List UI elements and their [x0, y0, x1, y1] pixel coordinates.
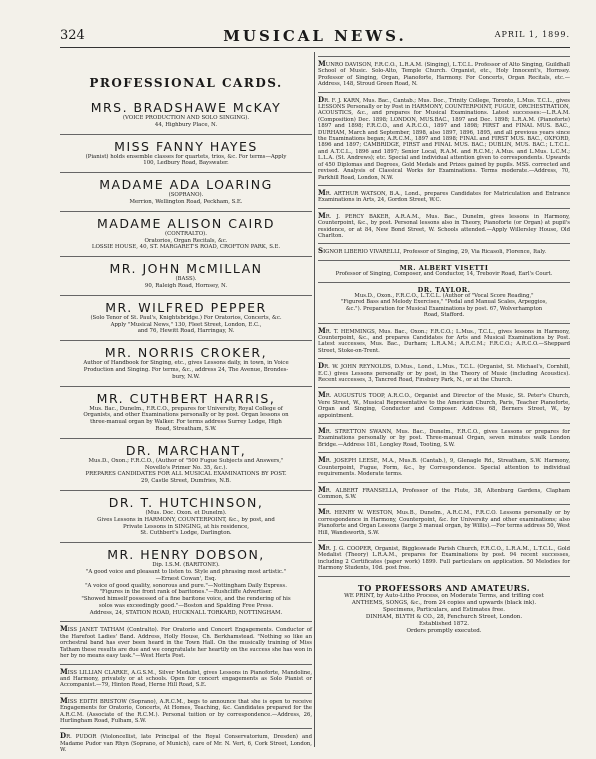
- professional-card: [60, 391, 312, 433]
- notice-paragraph: [318, 325, 570, 355]
- divider: [60, 728, 312, 729]
- divider: [60, 542, 312, 543]
- card-name: MADAME ALISON CAIRD: [96, 215, 276, 231]
- notice-paragraph: [318, 484, 570, 501]
- centered-notice-line: Professor of Singing, Composer, and Conductor, 14, Trebovir Road, Earl's Court.: [335, 271, 553, 278]
- card-line: Road, Streatham, S.W.: [155, 425, 217, 432]
- divider: [60, 693, 312, 694]
- notice-paragraph: [318, 61, 570, 88]
- advert-tail-line: Orders promptly executed.: [406, 627, 482, 634]
- card-line: solos was exceedingly good."—Boston and Spalding Free Press.: [98, 602, 274, 609]
- notice-initial: M: [318, 484, 326, 494]
- card-line: PREPARES CANDIDATES FOR ALL MUSICAL EXAMINATIONS BY POST.: [85, 471, 287, 478]
- divider: [60, 211, 312, 212]
- divider: [318, 260, 570, 261]
- divider: [318, 243, 570, 244]
- notice-text: R. J. PERCY BAKER, A.R.A.M., Mus. Bac., Dunelm, gives lessons in Harmony, Counterpoint, &c., by post. Personal lessons also in Theory, Pianoforte (or Organ) at pupil's residence, or at 84, New Bond Street, W. Schools attended.—Apply Willersley House, Old Charlton.: [318, 213, 570, 239]
- professional-card: [60, 216, 312, 251]
- notice-text: R. F. J. KARN, Mus. Bac., Cantab.; Mus. Doc., Trinity College, Toronto, L.Mus. T.C.L., gives LESSONS Personally or by Post in HARMONY, COUNTERPOINT, FUGUE, ORCHESTRATION, ACOUSTICS, &c., and prepares for Musical Examinations. Latest successes:—L.R.A.M. (Composition) Dec. 1898; LONDON, MUS.BAC., 1897 and Dec. 1898; L.R.A.M. (Pianoforte) 1897 and 1898; F.R.C.O., and A.R.C.O., 1897 and 1898; FIRST and FINAL MUS. BAC., DURHAM, March and September, 1898, also 1897, 1896, 1895, and all previous years since the Examinations began; A.R.C.M., 1897 and 1898; FINAL and FIRST MUS. BAC., OXFORD, 1896 and 1897; CAMBRIDGE, FIRST and FINAL MUS. BAC.; DUBLIN, MUS. BAC.; L.T.C.L. and A.T.C.L., 1896 and 1897; Senior Local, R.A.M. and R.C.M.; A.Mus. and L.Mus. L.C.M.; L.L.A. (St. Andrews); etc. Special and individual attention given to correspondents. Upwards of 450 Diplomas and Degrees, Gold Medals and Prizes gained by pupils. MSS. corrected and revised. Analysis of Classical Works for Examinations. Terms moderate.—Address, 70, Parkhill Road, London, N.W.: [318, 97, 570, 181]
- professional-card: [60, 177, 312, 206]
- centered-notice-head: MR. ALBERT VISETTI: [399, 263, 489, 272]
- right-column: [318, 52, 570, 747]
- notice-initial: M: [318, 59, 326, 68]
- card-line: (SOPRANO).: [168, 192, 204, 199]
- professional-card: [60, 345, 312, 380]
- card-line: (Pianist) holds ensemble classes for quartets, trios, &c. For terms—Apply: [85, 153, 287, 160]
- right-notices-list-a: [318, 56, 570, 256]
- card-line: (Solo Tenor of St. Paul's, Knightsbridge.) For Oratorios, Concerts, &c.: [90, 314, 282, 321]
- section-title: PROFESSIONAL CARDS.: [89, 76, 283, 90]
- notice-initial: D: [318, 361, 325, 371]
- notice-paragraph: [318, 94, 570, 181]
- notice-text: R. HENRY W. WESTON, Mus.B., Dunelm., A.R.C.M., F.R.C.O. Lessons personally or by correspondence in Harmony, Counterpoint, &c. for University and other examinations; also Pianoforte and Organ Lessons (large 3 manual organ, by Willis).—For terms address 50, West Hill, Wandsworth, S.W.: [318, 510, 570, 536]
- notice-text: R. ALBERT FRANSELLA, Professor of the Flute, 38, Altenburg Gardens, Clapham Common, S.W.: [318, 487, 570, 500]
- notice-paragraph: [318, 392, 570, 419]
- advert-firm: DINHAM, BLYTH & CO., 28, Fenchurch Street, London.: [365, 613, 523, 620]
- notice-text: R. PUDOR (Violoncellist, late Principal of the Royal Conservatorium, Dresden) and Madame Pudor van Rhyn (Soprano, of Munich), care of Mr. N. Vert, 6, Cork Street, London, W.: [60, 734, 312, 754]
- card-line: and 76, Hewitt Road, Harringay, N.: [137, 328, 235, 335]
- notice-paragraph: [318, 509, 570, 536]
- divider: [60, 664, 312, 665]
- notice-text: R. JOSEPH LEESE, M.A., Mus.B. (Cantab.), 9, Glenagle Rd., Streatham, S.W. Harmony, Counterpoint, Fugue, Form, &c., by Correspondence. Special attention to individual requirements. Moderate terms.: [318, 458, 570, 478]
- card-line: Author of Handbook for Singing, etc., gives Lessons daily, in town, in Voice: [83, 360, 289, 367]
- professional-card: [60, 261, 312, 290]
- divider: [318, 504, 570, 505]
- card-line: Gives Lessons in HARMONY, COUNTERPOINT, &c., by post, and: [97, 516, 275, 523]
- card-name: MR. JOHN McMILLAN: [109, 261, 263, 277]
- notice-initial: M: [318, 325, 326, 335]
- divider: [60, 134, 312, 135]
- right-notices-list-b: [318, 323, 570, 572]
- professional-cards-list: [60, 100, 312, 616]
- card-name: MR. NORRIS CROKER,: [104, 345, 268, 361]
- notice-paragraph: [60, 666, 312, 689]
- notice-text: R. J. G. COOPER, Organist, Biggleswade Parish Church, F.R.C.O., L.R.A.M., L.T.C.L., Gold Medalist (Theory) L.R.A.M., prepares for Examinations by post. 94 recent successes, including 2 Certificates (paper work) 1899. Full particulars on application. 50 Melodies for Harmony Students, 10d. post free.: [318, 545, 570, 572]
- professional-card: [60, 100, 312, 129]
- notice-paragraph: [318, 210, 570, 240]
- divider: [318, 540, 570, 541]
- right-centered-notices: [318, 260, 570, 319]
- card-name: DR. MARCHANT,: [125, 442, 247, 458]
- advert-line: ANTHEMS, SONGS, &c., from 24 copies and upwards (black ink).: [351, 599, 537, 606]
- divider: [318, 358, 570, 359]
- card-line: St. Cuthbert's Lodge, Darlington.: [140, 530, 232, 537]
- card-name: MISS FANNY HAYES: [114, 138, 258, 154]
- notice-initial: M: [318, 210, 326, 220]
- left-notices-list: [60, 621, 312, 753]
- advert-tail-line: Established 1872.: [419, 620, 469, 627]
- centered-notice: [318, 287, 570, 319]
- card-line: Mus. Bac., Dunelm., F.R.C.O., prepares for University, Royal College of: [89, 405, 283, 412]
- notice-text: ISS LILLIAN CLARKE, A.G.S.M., Silver Medalist, gives Lessons in Pianoforte, Mandoline, and Harmony, privately or at schools. Open for concert engagements as Solo Pianist or Accompanist.—79, Hinton Road, Herne Hill Road, S.E.: [60, 669, 312, 689]
- notice-initial: D: [60, 731, 67, 741]
- divider: [60, 295, 312, 296]
- professional-card: [60, 495, 312, 537]
- notice-paragraph: [318, 248, 570, 255]
- card-line: 100, Ledbury Road, Bayswater.: [143, 160, 229, 167]
- divider: [318, 185, 570, 186]
- centered-notice-line: Mus.D., Oxon., F.R.C.O., L.T.C.L. (Author of "Vocal Score Reading,": [354, 292, 534, 299]
- card-line: Merrion, Wellington Road, Peckham, S.E.: [129, 198, 243, 205]
- advert-line: Specimens, Particulars, and Estimates free.: [382, 606, 505, 613]
- card-line: "Figures in the front rank of baritones."—Rushcliffe Advertiser.: [99, 589, 273, 596]
- card-name: MRS. BRADSHAWE McKAY: [90, 100, 282, 115]
- notice-initial: M: [318, 187, 326, 197]
- advert-body: [318, 593, 570, 614]
- card-line: Private Lessons in SINGING, at his residence,: [123, 523, 249, 530]
- notice-paragraph: [318, 428, 570, 448]
- notice-paragraph: [318, 363, 570, 383]
- divider: [60, 172, 312, 173]
- card-line: Apply "Musical News," 130, Fleet Street, London, E.C.,: [110, 321, 262, 328]
- notice-text: ISS EDITH BRISTOW (Soprano), A.R.C.M., begs to announce that she is open to receive Engagements for Oratorio, Concerts, At Homes, Teaching, &c. Candidates prepared for the A.R.C.M. (Associate of the R.C.M.). Personal tuition or by correspondence.—Address, 26, Hurlingham Road, Fulham, S.W.: [60, 698, 312, 724]
- notice-initial: M: [60, 666, 68, 676]
- centered-notice-line: "Figured Bass and Melody Exercises," "Pedal and Manual Scales, Arpeggios,: [340, 299, 548, 306]
- centered-notice-line: &c."). Preparation for Musical Examinations by post. 67, Wolverhampton: [345, 305, 543, 312]
- notice-paragraph: [318, 542, 570, 572]
- card-name: MR. WILFRED PEPPER: [105, 299, 267, 315]
- notice-initial: M: [318, 390, 326, 400]
- card-name: MR. HENRY DOBSON,: [107, 547, 265, 563]
- card-line: 44, Highbury Place, N.: [154, 121, 218, 128]
- divider: [60, 490, 312, 491]
- divider: [318, 452, 570, 453]
- advert-line: WE PRINT, by Auto-Litho Process, on Moderate Terms, and trifling cost: [344, 592, 544, 599]
- notice-paragraph: [60, 626, 312, 659]
- column-divider: [314, 52, 315, 747]
- card-line: Oratorios, Organ Recitals, &c.: [144, 237, 228, 244]
- notice-initial: M: [60, 695, 68, 705]
- card-line: Organists, and other Examinations personally or by post. Organ lessons on: [83, 412, 289, 419]
- notice-initial: M: [318, 426, 326, 436]
- divider: [318, 56, 570, 57]
- professional-card: [60, 547, 312, 616]
- notice-initial: M: [60, 624, 68, 634]
- centered-notice-head: DR. TAYLOR.: [417, 285, 471, 294]
- notice-text: R. ARTHUR WATSON, B.A., Lond., prepares Candidates for Matriculation and Entrance Examinations in Arts, 24, Gordon Street, W.C.: [318, 190, 570, 204]
- publication-title: MUSICAL NEWS.: [223, 27, 407, 45]
- notice-text: IGNOR LIBERIO VIVARELLI, Professor of Singing, 29, Via Ricasoli, Florence, Italy.: [323, 249, 547, 256]
- professional-card: [60, 300, 312, 335]
- card-line: "A good voice and pleasant to listen to. Style and phrasing most artistic.": [85, 568, 287, 575]
- notice-text: UNRO DAVISON, F.R.C.O., L.R.A.M. (Singing), L.T.C.L. Professor of Alto Singing, Guildhall School of Music. Solo-Alto, Temple Church. Organist, etc., Holy Innocent's, Hornsey. Professor of Singing, Organ, Pianoforte, Harmony. For Concerts, Organ Recitals, etc.—Address, 148, Stroud Green Road, N.: [318, 62, 570, 88]
- notice-paragraph: [60, 695, 312, 725]
- notice-initial: D: [318, 94, 325, 104]
- notice-paragraph: [318, 187, 570, 204]
- card-line: LOSSIE HOUSE, 40, ST. MARGARET'S ROAD, CROFTON PARK, S.E.: [91, 244, 281, 251]
- divider: [318, 482, 570, 483]
- card-line: three-manual organ by Walker. For terms address Surrey Lodge, High: [90, 419, 282, 426]
- divider: [318, 387, 570, 388]
- divider: [318, 208, 570, 209]
- card-line: Novello's Primer No. 35, &c.).: [144, 464, 228, 471]
- card-line: "A voice of good quality, sonorous and pure."—Nottingham Daily Express.: [85, 582, 287, 589]
- notice-text: R. AUGUSTUS TOOP, A.R.C.O., Organist and Director of the Music, St. Peter's Church, Vere Street, W., Musical Representative to the American Church, Paris, Teacher Pianoforte, Organ and Singing, Conductor and Composer. Address 68, Berners Street, W., by appointment.: [318, 393, 570, 419]
- page-header: [60, 25, 570, 48]
- card-name: MR. CUTHBERT HARRIS,: [96, 390, 276, 406]
- divider: [60, 340, 312, 341]
- notice-text: ISS JANET TATHAM (Contralto). For Oratorio and Concert Engagements. Conductor of the Harefoot Ladies' Band. Address, Holly House, Ch. Berkhamstead. "Nothing so like an orchestral band has ever been heard in the Town Hall. On the musically training of Miss Tatham these results are due and we congratulate her heartily on the success she has won in her by no means easy task."—West Herts Post.: [60, 627, 312, 660]
- card-line: 29, Castle Street, Dumfries, N.B.: [141, 478, 231, 485]
- notice-initial: M: [318, 507, 326, 517]
- card-line: Dip. I.S.M. (BARITONE).: [152, 562, 220, 569]
- card-line: "Showed himself possessed of a fine baritone voice, and the rendering of his: [81, 596, 291, 603]
- card-line: (Mus. Doc. Oxon. et Dunelm).: [145, 509, 227, 516]
- card-name: DR. T. HUTCHINSON,: [108, 494, 264, 510]
- notice-text: R. W. JOHN REYNOLDS, D.Mus., Lond., L.Mus., T.C.L. (Organist, St. Michael's, Cornhill, E.C.) gives Lessons personally or by post, in the Theory of Music (including Acoustics). Recent successes, 3, Tancred Road, Finsbury Park, N., or at the Church.: [318, 364, 570, 384]
- page-number: 324: [60, 28, 85, 43]
- divider: [318, 423, 570, 424]
- card-line: 90, Raleigh Road, Hornsey, N.: [144, 282, 228, 289]
- notice-initial: S: [318, 246, 324, 256]
- notice-initial: M: [318, 455, 326, 465]
- card-line: (CONTRALTO).: [165, 230, 207, 237]
- card-line: Production and Singing. For terms, &c., address 24, The Avenue, Brondes-: [83, 366, 289, 373]
- centered-notice-line: Road, Stafford.: [423, 312, 465, 319]
- card-line: Mus.D., Oxon.; F.R.C.O., (Author of "500 Fugue Subjects and Answers,": [88, 457, 284, 464]
- notice-paragraph: [318, 457, 570, 477]
- issue-date: APRIL 1, 1899.: [494, 30, 570, 39]
- divider: [60, 256, 312, 257]
- divider: [60, 386, 312, 387]
- divider: [318, 92, 570, 93]
- advert-tail: [318, 621, 570, 635]
- card-line: —Ernest Cowan', Esq.: [155, 575, 217, 582]
- notice-initial: M: [318, 542, 326, 552]
- left-column: [60, 52, 312, 754]
- card-name: MADAME ADA LOARING: [99, 177, 273, 193]
- professional-card: [60, 443, 312, 485]
- divider: [60, 621, 312, 622]
- notice-text: R. STRETTON SWANN, Mus. Bac., Dunelm., F.R.C.O., gives Lessons or prepares for Examinations personally or by post. Three-manual Organ, seven minutes walk London Bridge.—Address 181, Longley Road, Tooting, S.W.: [318, 429, 570, 448]
- centered-notice: [318, 265, 570, 278]
- card-line: (VOICE PRODUCTION AND SOLO SINGING).: [122, 115, 250, 121]
- notice-text: R. T. HEMMINGS, Mus. Bac., Oxon.; F.R.C.O.; L.Mus., T.C.L., gives lessons in Harmony, Counterpoint, &c., and prepares Candidates for Arts and Musical Examinations by Post. Latest successes, Mus. Bac., Durham; L.R.A.M.; A.R.C.M.; F.R.C.O.; A.R.C.O.—Sheppard Street, Stoke-on-Trent.: [318, 328, 570, 354]
- divider: [318, 576, 570, 577]
- card-line: bury, N.W.: [172, 373, 200, 380]
- notice-paragraph: [60, 733, 312, 753]
- divider: [60, 438, 312, 439]
- card-line: Address, 24, STATION ROAD, HUCKNALL TORKARD, NOTTINGHAM.: [89, 609, 283, 616]
- card-line: (BASS).: [175, 276, 197, 283]
- divider: [318, 282, 570, 283]
- advert-title: TO PROFESSORS AND AMATEURS.: [357, 582, 531, 593]
- professional-card: [60, 139, 312, 168]
- divider: [318, 323, 570, 324]
